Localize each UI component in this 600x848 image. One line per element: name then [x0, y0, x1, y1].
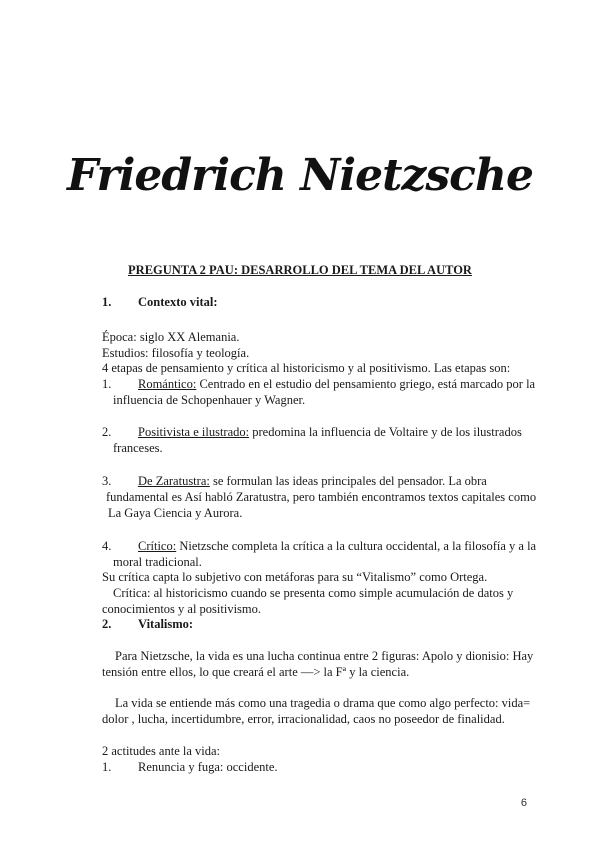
etapa-3-line3: La Gaya Ciencia y Aurora.	[108, 506, 243, 520]
etapa-2-label: Positivista e ilustrado:	[138, 425, 250, 439]
para-1-line1: Para Nietzsche, la vida es una lucha continua entre 2 figuras: Apolo y dionisio: Hay	[115, 649, 534, 663]
actitud-1-text: Renuncia y fuga: occidente.	[138, 760, 278, 774]
critica-2-line2: conocimientos y al positivismo.	[102, 602, 262, 616]
etapa-3-number: 3.	[102, 474, 112, 488]
etapa-3-label: De Zaratustra:	[138, 474, 210, 488]
etapa-4-line1	[138, 539, 536, 554]
para-1-line2: tensión entre ellos, lo que creará el arte —> la Fª y la ciencia.	[102, 665, 410, 679]
etapa-1-text: Centrado en el estudio del pensamiento griego, está marcado por la	[196, 377, 536, 391]
etapa-1-number: 1.	[102, 377, 112, 391]
etapas-intro: 4 etapas de pensamiento y crítica al historicismo y al positivismo. Las etapas son:	[102, 361, 511, 375]
section-2-title: Vitalismo:	[138, 617, 194, 631]
critica-2-line1: Crítica: al historicismo cuando se presenta como simple acumulación de datos y	[113, 586, 514, 600]
etapa-4-text: Nietzsche completa la crítica a la cultura occidental, a la filosofía y a la	[176, 539, 537, 553]
page-number: 6	[520, 797, 527, 809]
section-2-number: 2.	[102, 617, 112, 631]
etapa-2-line1	[138, 425, 522, 440]
etapa-4-number: 4.	[102, 539, 112, 553]
section-1-number: 1.	[102, 295, 112, 309]
estudios-line: Estudios: filosofía y teología.	[102, 346, 250, 360]
para-2-line2: dolor , lucha, incertidumbre, error, irracionalidad, caos no poseedor de finalidad.	[102, 712, 505, 726]
critica-1: Su crítica capta lo subjetivo con metáforas para su “Vitalismo” como Ortega.	[102, 570, 488, 584]
etapa-2-line2: franceses.	[113, 441, 163, 455]
etapa-3-text: se formulan las ideas principales del pensador. La obra	[209, 474, 487, 488]
etapa-4-label: Crítico:	[138, 539, 177, 553]
etapa-2-number: 2.	[102, 425, 112, 439]
etapa-1-line1	[138, 377, 535, 392]
section-1-title: Contexto vital:	[138, 295, 218, 309]
etapa-1-label: Romántico:	[138, 377, 197, 391]
actitudes-intro: 2 actitudes ante la vida:	[102, 744, 221, 758]
etapa-2-text: predomina la influencia de Voltaire y de los ilustrados	[249, 425, 522, 439]
etapa-4-line2: moral tradicional.	[113, 555, 202, 569]
etapa-1-line2: influencia de Schopenhauer y Wagner.	[113, 393, 306, 407]
section-heading: PREGUNTA 2 PAU: DESARROLLO DEL TEMA DEL AUTOR	[128, 263, 472, 277]
para-2-line1: La vida se entiende más como una tragedia o drama que como algo perfecto: vida=	[115, 696, 531, 710]
etapa-3-line2: fundamental es Así habló Zaratustra, pero también encontramos textos capitales como	[106, 490, 537, 504]
epoca-line: Época: siglo XX Alemania.	[102, 330, 240, 344]
actitud-1-number: 1.	[102, 760, 112, 774]
document-title: Friedrich Nietzsche	[67, 150, 533, 201]
etapa-3-line1	[138, 474, 487, 489]
